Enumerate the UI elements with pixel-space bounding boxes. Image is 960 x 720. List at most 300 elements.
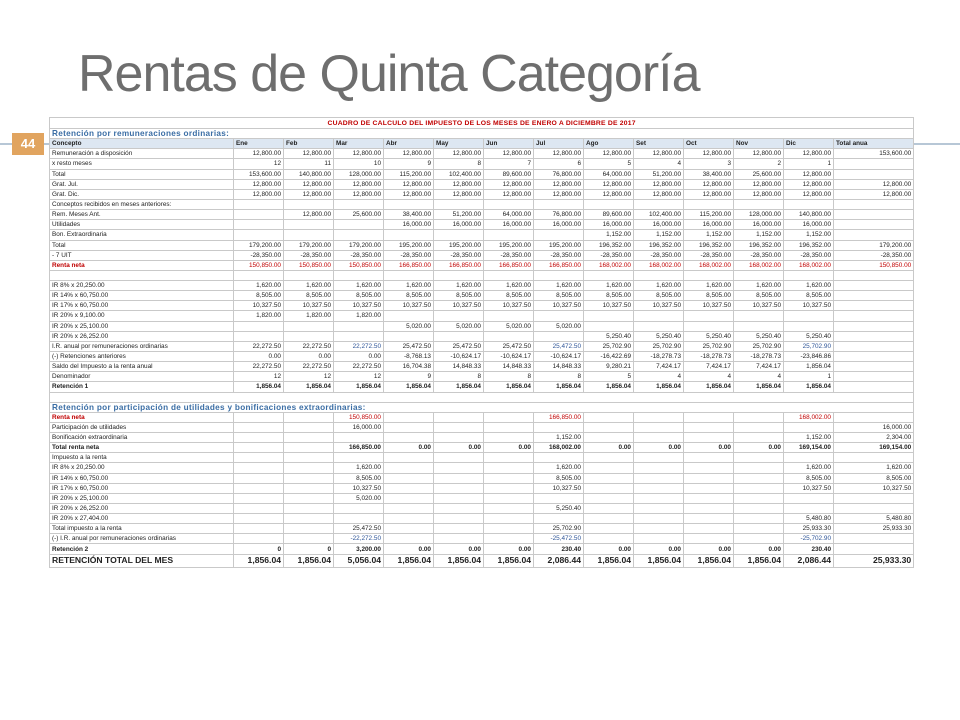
- cell-value: [684, 534, 734, 544]
- cell-value: 1,152.00: [534, 432, 584, 442]
- cell-value: 12,800.00: [234, 189, 284, 199]
- cell-value: 12,800.00: [834, 189, 914, 199]
- cell-value: 1,856.04: [284, 382, 334, 392]
- row-label: IR 8% x 20,250.00: [50, 280, 234, 290]
- cell-value: 0.00: [484, 443, 534, 453]
- cell-value: 5,250.40: [534, 503, 584, 513]
- cell-value: 1,620.00: [534, 280, 584, 290]
- cell-value: 195,200.00: [484, 240, 534, 250]
- cell-value: 0.00: [334, 351, 384, 361]
- cell-value: 195,200.00: [384, 240, 434, 250]
- cell-value: [584, 483, 634, 493]
- header-concepto: Concepto: [50, 139, 234, 149]
- cell-value: [684, 493, 734, 503]
- cell-value: 25,702.90: [534, 524, 584, 534]
- cell-value: 8,505.00: [834, 473, 914, 483]
- row-label: Total: [50, 169, 234, 179]
- cell-value: 8,505.00: [284, 291, 334, 301]
- table-row: [50, 341, 914, 351]
- cell-value: 14,848.33: [534, 362, 584, 372]
- cell-value: 12,800.00: [484, 149, 534, 159]
- cell-value: 1,856.04: [734, 554, 784, 567]
- cell-value: [484, 514, 534, 524]
- cell-value: -22,272.50: [334, 534, 384, 544]
- cell-value: [484, 503, 534, 513]
- row-label: Grat. Jul.: [50, 179, 234, 189]
- cell-value: [834, 280, 914, 290]
- cell-value: 12,800.00: [684, 189, 734, 199]
- cell-value: 168,002.00: [684, 260, 734, 270]
- cell-value: 12: [234, 372, 284, 382]
- cell-value: [734, 453, 784, 463]
- cell-value: 10,327.50: [534, 301, 584, 311]
- cell-value: 5,020.00: [384, 321, 434, 331]
- cell-value: 12,800.00: [834, 179, 914, 189]
- cell-value: 8,505.00: [784, 473, 834, 483]
- cell-value: [584, 199, 634, 209]
- cell-value: 10,327.50: [534, 483, 584, 493]
- cell-value: [284, 473, 334, 483]
- cell-value: 8,505.00: [234, 291, 284, 301]
- cell-value: [534, 514, 584, 524]
- cell-value: 1,152.00: [784, 230, 834, 240]
- cell-value: 12,800.00: [484, 189, 534, 199]
- cell-value: 153,600.00: [234, 169, 284, 179]
- cell-value: [684, 432, 734, 442]
- cell-value: [734, 473, 784, 483]
- cell-value: [384, 270, 434, 280]
- cell-value: 25,933.30: [784, 524, 834, 534]
- cell-value: [284, 230, 334, 240]
- cell-value: -28,350.00: [834, 250, 914, 260]
- cell-value: [334, 270, 384, 280]
- row-label: x resto meses: [50, 159, 234, 169]
- cell-value: -28,350.00: [734, 250, 784, 260]
- cell-value: [234, 270, 284, 280]
- cell-value: [234, 210, 284, 220]
- cell-value: 12,800.00: [484, 179, 534, 189]
- cell-value: [434, 331, 484, 341]
- cell-value: 10,327.50: [334, 301, 384, 311]
- section-title-remuneraciones: Retención por remuneraciones ordinarias:: [50, 129, 914, 139]
- cell-value: 115,200.00: [684, 210, 734, 220]
- cell-value: [284, 422, 334, 432]
- cell-value: [684, 514, 734, 524]
- cell-value: 168,002.00: [734, 260, 784, 270]
- cell-value: [384, 432, 434, 442]
- cell-value: [284, 493, 334, 503]
- row-label: Bonificación extraordinaria: [50, 432, 234, 442]
- cell-value: [334, 503, 384, 513]
- cell-value: [834, 169, 914, 179]
- cell-value: [534, 230, 584, 240]
- row-label: (-) I.R. anual por remuneraciones ordinarias: [50, 534, 234, 544]
- table-row: [50, 362, 914, 372]
- table-row: [50, 351, 914, 361]
- cell-value: [634, 483, 684, 493]
- cell-value: -28,350.00: [284, 250, 334, 260]
- cell-value: 0.00: [234, 351, 284, 361]
- cell-value: 8,505.00: [534, 473, 584, 483]
- cell-value: [734, 422, 784, 432]
- cell-value: [484, 199, 534, 209]
- cell-value: 10,327.50: [634, 301, 684, 311]
- cell-value: 64,000.00: [484, 210, 534, 220]
- table-row: [50, 432, 914, 442]
- cell-value: 1,620.00: [634, 280, 684, 290]
- cell-value: 11: [284, 159, 334, 169]
- cell-value: 1,620.00: [734, 280, 784, 290]
- table-row: [50, 230, 914, 240]
- cell-value: [834, 321, 914, 331]
- table-row: [50, 422, 914, 432]
- cell-value: 25,600.00: [734, 169, 784, 179]
- header-cell: Abr: [384, 139, 434, 149]
- cell-value: 8,505.00: [334, 291, 384, 301]
- cell-value: 1,820.00: [334, 311, 384, 321]
- cell-value: [484, 524, 534, 534]
- table-row: [50, 220, 914, 230]
- cell-value: 5,250.40: [584, 331, 634, 341]
- cell-value: 168,002.00: [634, 260, 684, 270]
- cell-value: [784, 321, 834, 331]
- cell-value: 5,250.40: [684, 331, 734, 341]
- cell-value: 8,505.00: [584, 291, 634, 301]
- cell-value: [734, 534, 784, 544]
- cell-value: [434, 230, 484, 240]
- cell-value: [634, 412, 684, 422]
- cell-value: 5,020.00: [534, 321, 584, 331]
- cell-value: 0.00: [684, 443, 734, 453]
- table-row: [50, 291, 914, 301]
- row-label: Utilidades: [50, 220, 234, 230]
- cell-value: 0.00: [584, 443, 634, 453]
- cell-value: 12,800.00: [734, 149, 784, 159]
- cell-value: 196,352.00: [684, 240, 734, 250]
- cell-value: [684, 483, 734, 493]
- cell-value: 64,000.00: [584, 169, 634, 179]
- cell-value: [384, 412, 434, 422]
- cell-value: [284, 443, 334, 453]
- cell-value: 16,000.00: [784, 220, 834, 230]
- cell-value: 5,056.04: [334, 554, 384, 567]
- cell-value: 12,800.00: [334, 189, 384, 199]
- cell-value: 12,800.00: [284, 210, 334, 220]
- cell-value: 12: [234, 159, 284, 169]
- cell-value: [484, 412, 534, 422]
- cell-value: 1,620.00: [784, 463, 834, 473]
- cell-value: [834, 382, 914, 392]
- cell-value: 14,848.33: [484, 362, 534, 372]
- cell-value: 12,800.00: [784, 179, 834, 189]
- cell-value: [384, 199, 434, 209]
- cell-value: [834, 159, 914, 169]
- cell-value: [834, 372, 914, 382]
- cell-value: [484, 270, 534, 280]
- cell-value: 1,856.04: [784, 382, 834, 392]
- cell-value: 0.00: [284, 351, 334, 361]
- cell-value: [484, 463, 534, 473]
- cell-value: 179,200.00: [234, 240, 284, 250]
- cell-value: 1,856.04: [434, 382, 484, 392]
- cell-value: 1,856.04: [584, 382, 634, 392]
- row-label: Bon. Extraordinaria: [50, 230, 234, 240]
- cell-value: 1,620.00: [484, 280, 534, 290]
- cell-value: 1,620.00: [684, 280, 734, 290]
- cell-value: 1,856.04: [684, 382, 734, 392]
- row-label: IR 20% x 27,404.00: [50, 514, 234, 524]
- cell-value: [234, 230, 284, 240]
- cell-value: 1,856.04: [234, 382, 284, 392]
- cell-value: [284, 453, 334, 463]
- row-label: IR 20% x 26,252.00: [50, 503, 234, 513]
- cell-value: [634, 422, 684, 432]
- cell-value: [384, 534, 434, 544]
- cell-value: 1,820.00: [234, 311, 284, 321]
- cell-value: 1,856.04: [784, 362, 834, 372]
- cell-value: 1,620.00: [334, 280, 384, 290]
- cell-value: 7: [484, 159, 534, 169]
- cell-value: [634, 463, 684, 473]
- cell-value: 12,800.00: [284, 189, 334, 199]
- table-row: [50, 382, 914, 392]
- cell-value: 0.00: [684, 544, 734, 554]
- cell-value: 1,856.04: [634, 554, 684, 567]
- table-row: [50, 210, 914, 220]
- cell-value: [834, 331, 914, 341]
- cell-value: 8: [484, 372, 534, 382]
- cell-value: 9: [384, 159, 434, 169]
- cell-value: 166,850.00: [334, 443, 384, 453]
- row-label: Denominador: [50, 372, 234, 382]
- row-label: Retención 1: [50, 382, 234, 392]
- cell-value: [734, 483, 784, 493]
- cell-value: [634, 432, 684, 442]
- cell-value: 153,600.00: [834, 149, 914, 159]
- header-cell: Feb: [284, 139, 334, 149]
- cell-value: 179,200.00: [334, 240, 384, 250]
- cell-value: [834, 362, 914, 372]
- cell-value: [384, 453, 434, 463]
- table-row: [50, 159, 914, 169]
- table-row: [50, 473, 914, 483]
- cell-value: 4: [634, 159, 684, 169]
- cell-value: [234, 453, 284, 463]
- cell-value: [284, 432, 334, 442]
- cell-value: 196,352.00: [634, 240, 684, 250]
- cell-value: 12,800.00: [284, 179, 334, 189]
- cell-value: 4: [734, 372, 784, 382]
- cell-value: [284, 321, 334, 331]
- cell-value: [334, 230, 384, 240]
- cell-value: 12,800.00: [534, 189, 584, 199]
- cell-value: 195,200.00: [434, 240, 484, 250]
- row-label: Rem. Meses Ant.: [50, 210, 234, 220]
- cell-value: [584, 432, 634, 442]
- cell-value: [734, 432, 784, 442]
- cell-value: 150,850.00: [284, 260, 334, 270]
- cell-value: 0: [284, 544, 334, 554]
- row-label: Total renta neta: [50, 443, 234, 453]
- table-header-row: [50, 139, 914, 149]
- cell-value: 12,800.00: [584, 179, 634, 189]
- cell-value: [484, 453, 534, 463]
- cell-value: [534, 422, 584, 432]
- cell-value: [234, 463, 284, 473]
- cell-value: 1,856.04: [684, 554, 734, 567]
- cell-value: [384, 493, 434, 503]
- cell-value: 140,800.00: [784, 210, 834, 220]
- row-label: Grat. Dic.: [50, 189, 234, 199]
- cell-value: 10,327.50: [284, 301, 334, 311]
- cell-value: -8,768.13: [384, 351, 434, 361]
- cell-value: [434, 422, 484, 432]
- cell-value: 25,702.90: [734, 341, 784, 351]
- cell-value: 38,400.00: [384, 210, 434, 220]
- cell-value: 1: [784, 372, 834, 382]
- cell-value: 196,352.00: [734, 240, 784, 250]
- cell-value: [534, 493, 584, 503]
- cell-value: 10,327.50: [384, 301, 434, 311]
- cell-value: 1,620.00: [534, 463, 584, 473]
- row-label: IR 17% x 60,750.00: [50, 483, 234, 493]
- cell-value: 12,800.00: [584, 189, 634, 199]
- cell-value: [234, 199, 284, 209]
- cell-value: -10,624.17: [484, 351, 534, 361]
- cell-value: 1,856.04: [534, 382, 584, 392]
- cell-value: 5,480.80: [834, 514, 914, 524]
- cell-value: -28,350.00: [434, 250, 484, 260]
- cell-value: [734, 524, 784, 534]
- cell-value: 25,472.50: [434, 341, 484, 351]
- cell-value: [384, 331, 434, 341]
- cell-value: 8,505.00: [334, 473, 384, 483]
- cell-value: [634, 473, 684, 483]
- header-cell: Mar: [334, 139, 384, 149]
- cell-value: 0.00: [634, 544, 684, 554]
- section-remuneraciones-body: [50, 149, 914, 392]
- cell-value: [284, 270, 334, 280]
- cell-value: [484, 473, 534, 483]
- cell-value: [834, 534, 914, 544]
- header-cell: Set: [634, 139, 684, 149]
- row-label: IR 20% x 25,100.00: [50, 493, 234, 503]
- cell-value: [384, 514, 434, 524]
- cell-value: [334, 220, 384, 230]
- cell-value: [584, 473, 634, 483]
- cell-value: [534, 199, 584, 209]
- cell-value: -28,350.00: [684, 250, 734, 260]
- cell-value: -28,350.00: [534, 250, 584, 260]
- table-row: [50, 503, 914, 513]
- cell-value: 7,424.17: [634, 362, 684, 372]
- cell-value: 1,856.04: [384, 554, 434, 567]
- tax-spreadsheet: [49, 117, 913, 568]
- cell-value: 150,850.00: [834, 260, 914, 270]
- cell-value: [684, 453, 734, 463]
- cell-value: 12,800.00: [384, 179, 434, 189]
- cell-value: 5: [584, 372, 634, 382]
- cell-value: 8,505.00: [734, 291, 784, 301]
- table-row: [50, 524, 914, 534]
- cell-value: -28,350.00: [234, 250, 284, 260]
- cell-value: 0.00: [434, 443, 484, 453]
- row-label: IR 14% x 60,750.00: [50, 291, 234, 301]
- cell-value: 128,000.00: [334, 169, 384, 179]
- cell-value: 8,505.00: [434, 291, 484, 301]
- cell-value: 16,000.00: [634, 220, 684, 230]
- tax-table: [49, 117, 914, 568]
- cell-value: 1,152.00: [734, 230, 784, 240]
- cell-value: [434, 270, 484, 280]
- cell-value: 196,352.00: [784, 240, 834, 250]
- cell-value: [634, 534, 684, 544]
- cell-value: 169,154.00: [834, 443, 914, 453]
- cell-value: 0: [234, 544, 284, 554]
- cell-value: [434, 463, 484, 473]
- cell-value: 10,327.50: [734, 301, 784, 311]
- cell-value: 12,800.00: [784, 189, 834, 199]
- cell-value: [684, 422, 734, 432]
- table-row: [50, 372, 914, 382]
- row-label: Participación de utilidades: [50, 422, 234, 432]
- cell-value: 12,800.00: [684, 149, 734, 159]
- cell-value: -10,624.17: [534, 351, 584, 361]
- cell-value: 38,400.00: [684, 169, 734, 179]
- cell-value: 7,424.17: [734, 362, 784, 372]
- cell-value: 16,704.38: [384, 362, 434, 372]
- cell-value: 10,327.50: [584, 301, 634, 311]
- cell-value: 1,856.04: [234, 554, 284, 567]
- cell-value: 76,800.00: [534, 169, 584, 179]
- cell-value: 76,800.00: [534, 210, 584, 220]
- cell-value: 0.00: [734, 544, 784, 554]
- cell-value: 1,152.00: [684, 230, 734, 240]
- cell-value: [834, 270, 914, 280]
- cell-value: [684, 503, 734, 513]
- cell-value: 166,850.00: [384, 260, 434, 270]
- cell-value: 16,000.00: [684, 220, 734, 230]
- cell-value: 8,505.00: [634, 291, 684, 301]
- cell-value: 1,620.00: [584, 280, 634, 290]
- cell-value: 2,086.44: [534, 554, 584, 567]
- cell-value: [534, 331, 584, 341]
- cell-value: [484, 493, 534, 503]
- cell-value: [434, 473, 484, 483]
- cell-value: [834, 412, 914, 422]
- cell-value: [234, 514, 284, 524]
- cell-value: [784, 493, 834, 503]
- cell-value: 166,850.00: [534, 412, 584, 422]
- cell-value: [834, 493, 914, 503]
- cell-value: [234, 422, 284, 432]
- cell-value: 2,086.44: [784, 554, 834, 567]
- row-label: Saldo del Impuesto a la renta anual: [50, 362, 234, 372]
- cell-value: 25,600.00: [334, 210, 384, 220]
- cell-value: 5,250.40: [634, 331, 684, 341]
- cell-value: [534, 453, 584, 463]
- cell-value: 8: [534, 372, 584, 382]
- cell-value: 1: [784, 159, 834, 169]
- table-row: [50, 453, 914, 463]
- cell-value: 25,472.50: [384, 341, 434, 351]
- cell-value: 10,327.50: [334, 483, 384, 493]
- cell-value: [584, 463, 634, 473]
- cell-value: 115,200.00: [384, 169, 434, 179]
- cell-value: 16,000.00: [584, 220, 634, 230]
- cell-value: -18,278.73: [684, 351, 734, 361]
- cell-value: [684, 311, 734, 321]
